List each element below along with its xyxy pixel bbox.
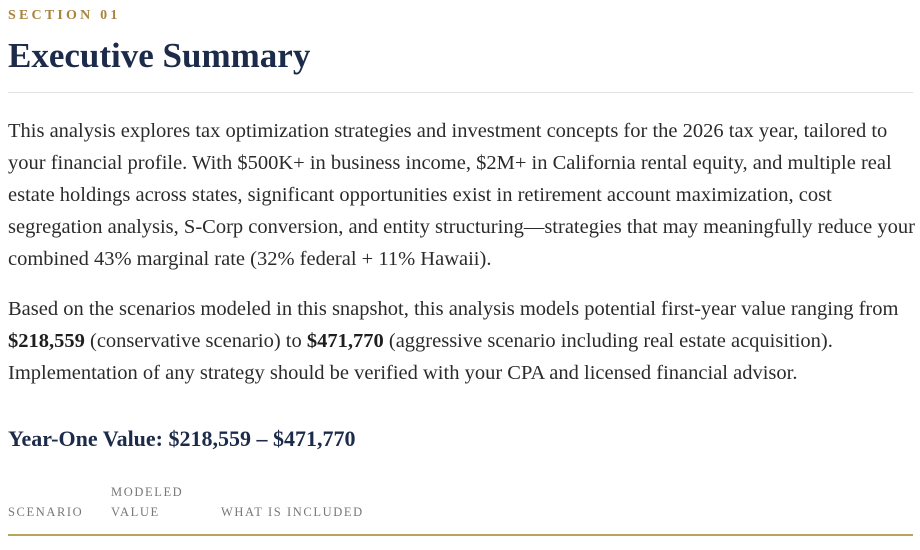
value-text-middle: (conservative scenario) to (84, 330, 307, 352)
year-one-value-heading: Year-One Value: $218,559 – $471,770 (8, 426, 356, 451)
column-header-included: WHAT IS INCLUDED (221, 505, 364, 519)
summary-paragraph-profile: This analysis explores tax optimization strategies and investment concepts for the 2026 tax year, tailored to your financial profile. With $500K+ in business income, $2M+ in California rental equity, and multiple real estate holdings across states, significant opportunities exist in retirement account maximization, cost segregation analysis, S-Corp conversion, and entity structuring—strategies that may meaningfully reduce your combined 43% marginal rate (32% federal + 11% Hawaii). (8, 120, 915, 270)
column-header-scenario: SCENARIO (8, 505, 84, 519)
conservative-value: $218,559 (8, 330, 85, 352)
summary-paragraph-value (8, 293, 918, 389)
title-divider (8, 92, 913, 93)
scenario-table-header (8, 480, 913, 536)
column-header-modeled-value: MODELED VALUE (111, 485, 184, 519)
table-header-rule (8, 534, 913, 536)
aggressive-value: $471,770 (306, 330, 384, 352)
section-title: Executive Summary (8, 36, 311, 75)
section-label: SECTION 01 (8, 8, 121, 23)
value-text-intro: Based on the scenarios modeled in this snapshot, this analysis models potential first-year value ranging from (8, 298, 899, 320)
value-text-disclaimer: (aggressive scenario including real estate acquisition). Implementation of any strategy should be verified with your CPA and licensed financial advisor. (8, 330, 833, 384)
